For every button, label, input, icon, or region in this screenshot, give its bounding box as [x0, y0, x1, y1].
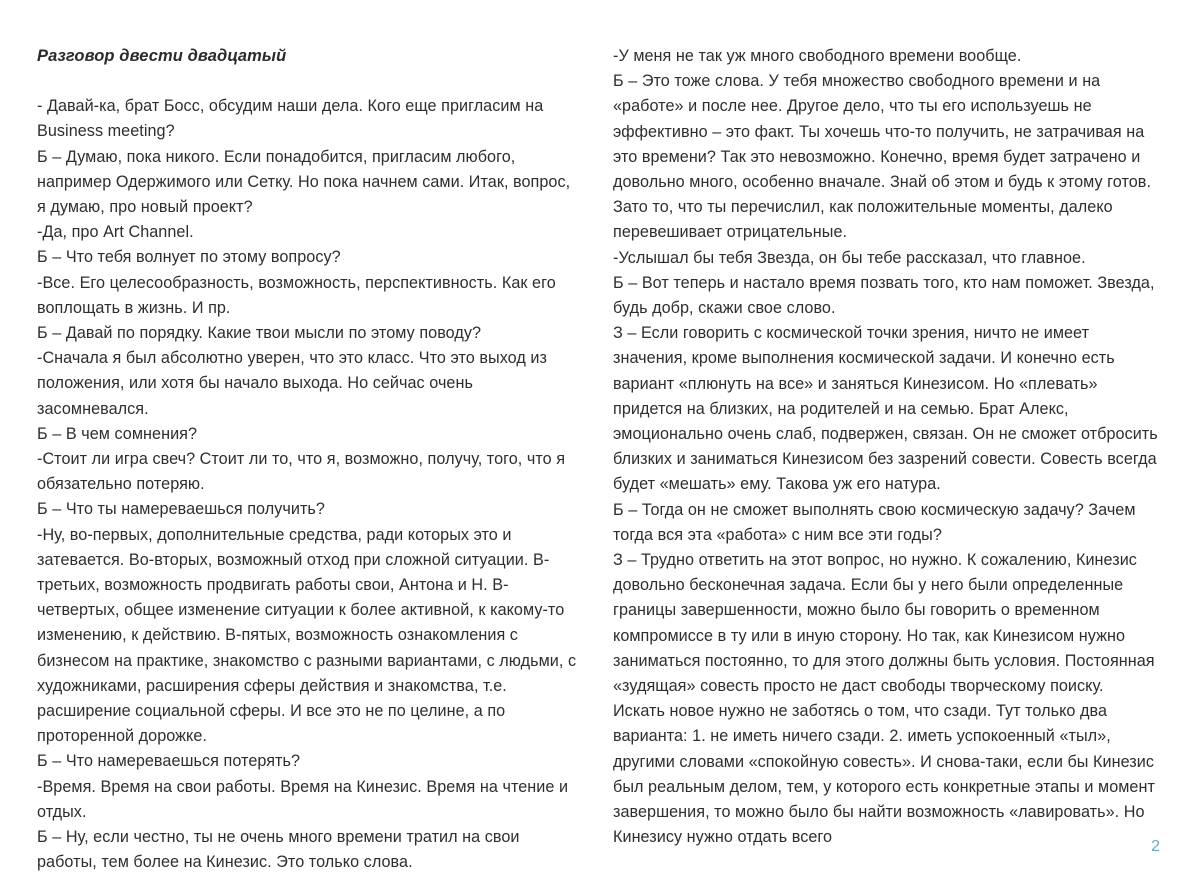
- paragraph: -Ну, во-первых, дополнительные средства, ради которых это и затевается. Во-вторых, возможный отход при сложной ситуации. В-третьих, возможность продвигать работы свои, Антона и Н. В-четвертых, общее изменение ситуации к более активной, к какому-то изменению, к действию. В-пятых, возможность ознакомления с бизнесом на практике, знакомство с разными вариантами, с людьми, с художниками, расширения сферы действия и знакомства, т.е. расширение социальной сферы. И все это не по целине, а по проторенной дорожке.: [37, 525, 577, 746]
- paragraph: -Услышал бы тебя Звезда, он бы тебе рассказал, что главное.: [613, 248, 1086, 267]
- paragraph: -Стоит ли игра свеч? Стоит ли то, что я, возможно, получу, того, что я обязательно потеряю.: [37, 450, 566, 494]
- paragraph: З – Трудно ответить на этот вопрос, но нужно. К сожалению, Кинезис довольно бесконечная задача. Если бы у него были определенные границы завершенности, можно было бы говорить о временном компромиссе в ту или в иную сторону. Но так, как Кинезисом нужно заниматься постоянно, то для этого должны быть условия. Постоянная «зудящая» совесть просто не даст свободы творческому поиску. Искать новое нужно не заботясь о том, что сзади. Тут только два варианта: 1. не иметь ничего сзади. 2. иметь успокоенный «тыл», другими словами «спокойную совесть». И снова-таки, если бы Кинезис был реальным делом, тем, у которого есть конкретные этапы и момент завершения, то можно было бы найти возможность «лавировать». Но Кинезису нужно отдать всего: [613, 551, 1155, 847]
- paragraph: Б – Что ты намереваешься получить?: [37, 500, 325, 519]
- page-title: Разговор двести двадцатый: [37, 47, 287, 65]
- paragraph: Б – Это тоже слова. У тебя множество свободного времени и на «работе» и после нее. Другое дело, что ты его используешь не эффективно – это факт. Ты хочешь что-то получить, не затрачивая на это времени? Так это невозможно. Конечно, время будет затрачено и довольно много, особенно вначале. Знай об этом и будь к этому готов. Зато то, что ты перечислил, как положительные моменты, далеко перевешивает отрицательные.: [613, 72, 1151, 242]
- paragraph: -Да, про Art Channel.: [37, 223, 194, 242]
- paragraph: Б – Тогда он не сможет выполнять свою космическую задачу? Зачем тогда вся эта «работа» с ним все эти годы?: [613, 500, 1136, 544]
- left-column: [37, 44, 582, 876]
- paragraph: Б – Вот теперь и настало время позвать того, кто нам поможет. Звезда, будь добр, скажи свое слово.: [613, 273, 1155, 318]
- paragraph: -Время. Время на свои работы. Время на Кинезис. Время на чтение и отдых.: [37, 777, 569, 821]
- two-column-layout: [37, 44, 1157, 876]
- paragraph: Б – Что тебя волнует по этому вопросу?: [37, 248, 341, 267]
- paragraph: Б – Давай по порядку. Какие твои мысли по этому поводу?: [37, 324, 482, 343]
- paragraph: Б – Что намереваешься потерять?: [37, 752, 301, 771]
- paragraph: Б – Ну, если честно, ты не очень много времени тратил на свои работы, тем более на Кинезис. Это только слова.: [37, 828, 520, 872]
- page-number: 2: [1151, 838, 1160, 855]
- right-column: [613, 44, 1158, 851]
- paragraph: -Все. Его целесообразность, возможность, перспективность. Как его воплощать в жизнь. И пр.: [37, 273, 556, 317]
- paragraph: -У меня не так уж много свободного времени вообще.: [613, 47, 1022, 65]
- paragraph: -Сначала я был абсолютно уверен, что это класс. Что это выход из положения, или хотя бы начало выхода. Но сейчас очень засомневался.: [37, 349, 547, 418]
- paragraph: Б – Думаю, пока никого. Если понадобится, пригласим любого, например Одержимого или Сетку. Но пока начнем сами. Итак, вопрос, я думаю, про новый проект?: [37, 147, 571, 217]
- paragraph: З – Если говорить с космической точки зрения, ничто не имеет значения, кроме выполнения космической задачи. И конечно есть вариант «плюнуть на все» и заняться Кинезисом. Но «плевать» придется на близких, на родителей и на семью. Брат Алекс, эмоционально очень слаб, подвержен, связан. Он не сможет отбросить близких и заниматься Кинезисом без зазрений совести. Совесть всегда будет «мешать» ему. Такова уж его натура.: [613, 324, 1158, 494]
- paragraph: Б – В чем сомнения?: [37, 424, 198, 443]
- paragraph: - Давай-ка, брат Босс, обсудим наши дела. Кого еще пригласим на Business meeting?: [37, 97, 544, 141]
